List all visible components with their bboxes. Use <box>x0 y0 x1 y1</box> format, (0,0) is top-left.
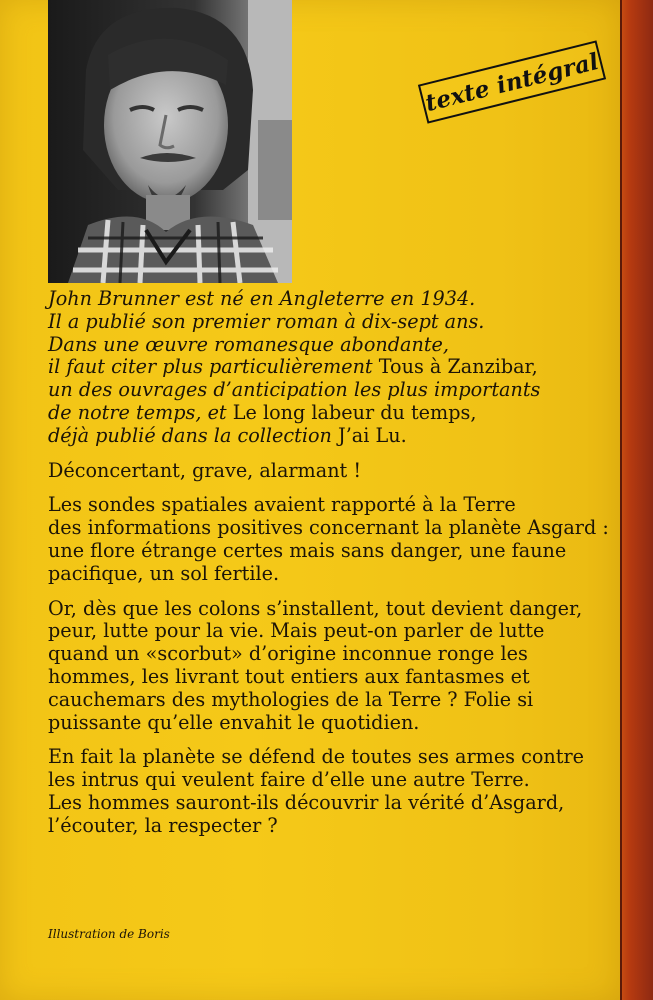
para1-line: Les sondes spatiales avaient rapporté à la Terre <box>48 493 516 517</box>
bio-line-5: un des ouvrages d’anticipation les plus importants <box>48 378 541 402</box>
para2-line: quand un «scorbut» d’origine inconnue ronge les <box>48 642 528 666</box>
book-spine <box>620 0 653 1000</box>
bio-line <box>48 334 618 357</box>
para2-line: cauchemars des mythologies de la Terre ? Folie si <box>48 687 534 711</box>
bio-line-6: de notre temps, et <box>48 400 233 424</box>
para3-line: les intrus qui veulent faire d’elle une autre Terre. <box>48 768 530 792</box>
para1-line: des informations positives concernant la planète Asgard : <box>48 516 609 540</box>
collection-name: J’ai Lu. <box>338 423 407 447</box>
bio-line <box>48 425 618 448</box>
para1-line: pacifique, un sol fertile. <box>48 561 280 585</box>
author-bio <box>48 288 618 448</box>
bio-line <box>48 311 618 334</box>
bio-line-2: Il a publié son premier roman à dix-sept ans. <box>48 309 485 333</box>
para2-line: hommes, les livrant tout entiers aux fantasmes et <box>48 664 530 688</box>
paragraph-1 <box>48 494 618 585</box>
stamp-label: texte intégral <box>422 47 602 117</box>
bio-line-3: Dans une œuvre romanesque abondante, <box>48 332 449 356</box>
para3-line: l’écouter, la respecter ? <box>48 813 278 837</box>
back-cover-text <box>48 288 618 838</box>
para2-line: puissante qu’elle envahit le quotidien. <box>48 710 420 734</box>
book-title-labeur: Le long labeur du temps, <box>232 400 477 424</box>
bio-line <box>48 379 618 402</box>
para3-line: En fait la planète se défend de toutes ses armes contre <box>48 745 585 769</box>
bio-line-7: déjà publié dans la collection <box>48 423 339 447</box>
bio-line-4: il faut citer plus particulièrement <box>48 355 379 379</box>
tagline: Déconcertant, grave, alarmant ! <box>48 458 362 482</box>
author-photo <box>48 0 292 283</box>
paragraph-2 <box>48 598 618 735</box>
book-title-zanzibar: Tous à Zanzibar, <box>378 355 538 379</box>
para1-line: une flore étrange certes mais sans danger, une faune <box>48 538 567 562</box>
para2-line: Or, dès que les colons s’installent, tout devient danger, <box>48 596 583 620</box>
para2-line: peur, lutte pour la vie. Mais peut-on parler de lutte <box>48 619 545 643</box>
bio-line <box>48 288 618 311</box>
illustration-credit: Illustration de Boris <box>48 927 170 941</box>
bio-line <box>48 402 618 425</box>
paragraph-3 <box>48 746 618 837</box>
bio-line-1: John Brunner est né en Angleterre en 1934. <box>48 287 476 310</box>
bio-line <box>48 356 618 379</box>
para3-line: Les hommes sauront-ils découvrir la vérité d’Asgard, <box>48 790 565 814</box>
